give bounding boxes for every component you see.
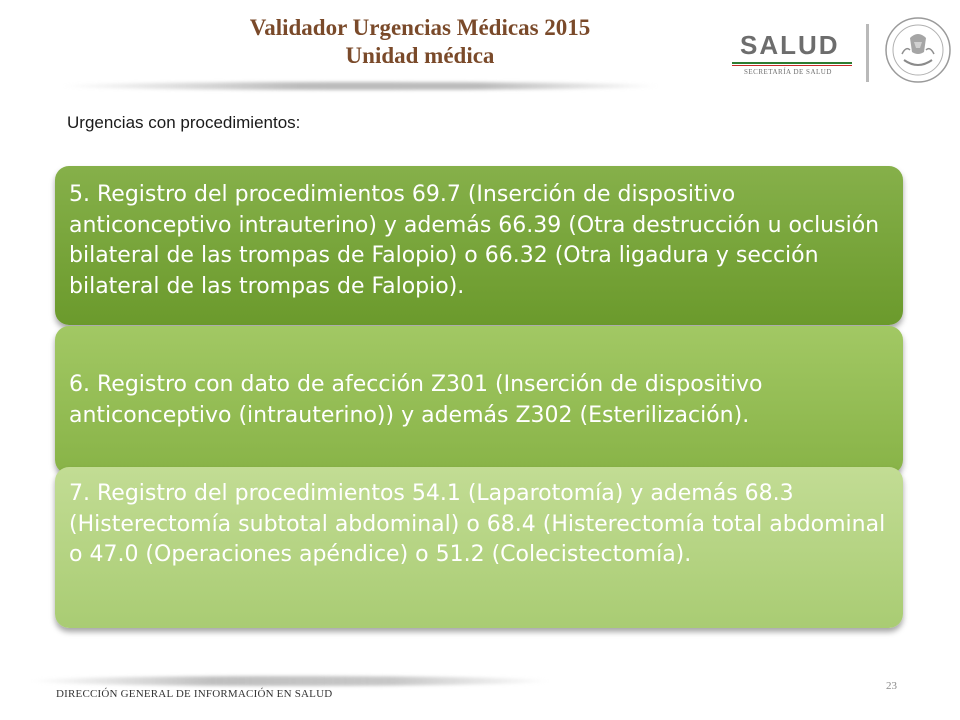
list-item-6 [55,326,903,474]
logo-word: SALUD [740,30,840,60]
list-item-5 [55,166,903,325]
list-item-7 [55,467,903,628]
page-number: 23 [886,680,897,692]
coat-of-arms-seal-icon [884,16,952,84]
logo-subtitle: SECRETARÍA DE SALUD [744,68,832,76]
title-underline [60,82,660,90]
list-item-text: 5. Registro del procedimientos 69.7 (Inserción de dispositivo anticonceptivo intrauterino) y además 66.39 (Otra destrucción u oclusión bilateral de las trompas de Falopio) o 66.32 (Otra ligadura y sección bilateral de las trompas de Falopio). [69,182,880,299]
slide-title [200,14,640,70]
logo-green-line [732,62,852,64]
salud-logo [732,28,854,78]
logo-red-line [732,65,852,66]
title-line-1: Validador Urgencias Médicas 2015 [249,15,591,40]
list-item-text: 7. Registro del procedimientos 54.1 (Laparotomía) y además 68.3 (Histerectomía subtotal abdominal) o 68.4 (Histerectomía total abdominal o 47.0 (Operaciones apéndice) o 51.2 (Colecistectomía). [69,481,886,567]
footer-rule [30,676,550,686]
logo-divider [866,24,869,82]
section-label: Urgencias con procedimientos: [67,113,301,132]
title-line-2: Unidad médica [345,43,495,68]
footer-organization: DIRECCIÓN GENERAL DE INFORMACIÓN EN SALUD [56,688,333,700]
list-item-text: 6. Registro con dato de afección Z301 (Inserción de dispositivo anticonceptivo (intrauterino)) y además Z302 (Esterilización). [69,372,763,428]
